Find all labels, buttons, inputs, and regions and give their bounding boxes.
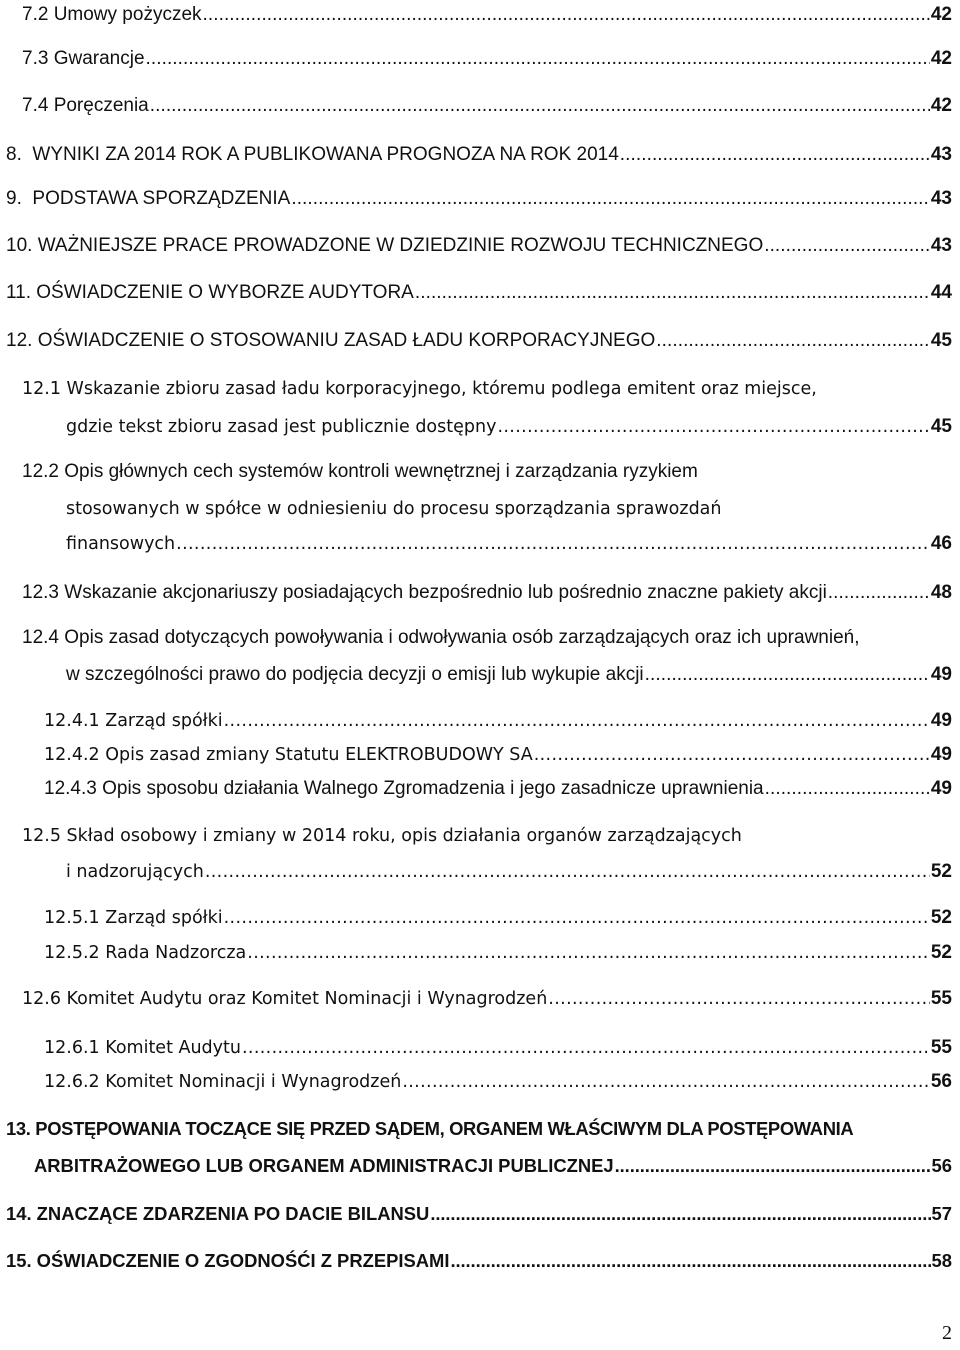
toc-entry-page: 58 [931, 1250, 952, 1271]
toc-entry-page: 56 [930, 1071, 952, 1092]
toc-leader-dots [615, 1155, 931, 1177]
toc-entry[interactable] [44, 744, 952, 766]
toc-entry-page: 55 [930, 988, 952, 1009]
toc-entry[interactable] [6, 1250, 952, 1272]
toc-entry-page: 42 [930, 48, 952, 69]
toc-entry[interactable] [22, 48, 952, 70]
toc-leader-dots [497, 416, 929, 438]
toc-leader-dots [146, 48, 930, 70]
toc-entry-page: 57 [931, 1203, 952, 1224]
toc-entry-page: 44 [930, 282, 952, 303]
toc-entry-page: 49 [930, 664, 952, 685]
toc-leader-dots [150, 95, 930, 117]
toc-entry-title: 10. WAŻNIEJSZE PRACE PROWADZONE W DZIEDZINIE ROZWOJU TECHNICZNEGO [6, 235, 764, 256]
toc-entry[interactable] [6, 235, 952, 257]
toc-leader-dots [656, 330, 930, 352]
toc-entry[interactable] [44, 710, 952, 732]
toc-entry-page: 43 [930, 188, 952, 209]
toc-entry-title: 12.6.2 Komitet Nominacji i Wynagrodzeń [44, 1072, 402, 1092]
toc-leader-dots [620, 144, 930, 166]
toc-entry-title: 12.4.1 Zarząd spółki [44, 711, 223, 731]
toc-entry-title: finansowych [66, 534, 176, 554]
toc-entry-title: w szczególności prawo do podjęcia decyzji o emisji lub wykupie akcji [66, 664, 644, 685]
toc-entry-title: 12.6.1 Komitet Audytu [44, 1038, 241, 1058]
toc-leader-dots [415, 282, 930, 304]
toc-entry-title: 12.6 Komitet Audytu oraz Komitet Nominacji i Wynagrodzeń [22, 989, 548, 1009]
toc-leader-dots [291, 188, 930, 210]
toc-leader-dots [242, 1037, 930, 1059]
toc-entry-title: gdzie tekst zbioru zasad jest publicznie dostępny [66, 417, 497, 437]
toc-entry-page: 52 [930, 942, 952, 963]
toc-leader-dots [247, 942, 930, 964]
toc-entry-title: 12.4.3 Opis sposobu działania Walnego Zgromadzenia i jego zasadnicze uprawnienia [44, 778, 764, 799]
toc-entry-title: i nadzorujących [66, 862, 204, 882]
toc-entry[interactable] [44, 942, 952, 964]
toc-leader-dots [203, 4, 930, 26]
toc-leader-dots [828, 582, 930, 604]
toc-leader-dots [402, 1071, 930, 1093]
toc-entry[interactable] [34, 1155, 952, 1177]
toc-entry-title: 7.2 Umowy pożyczek [22, 4, 202, 25]
toc-entry-title: 11. OŚWIADCZENIE O WYBORZE AUDYTORA [6, 282, 414, 303]
toc-entry[interactable] [22, 988, 952, 1010]
toc-entry-line: 12.1 Wskazanie zbioru zasad ładu korporacyjnego, któremu podlega emitent oraz miejsce, [22, 379, 817, 399]
toc-entry-line: stosowanych w spółce w odniesieniu do procesu sporządzania sprawozdań [66, 499, 722, 519]
toc-leader-dots [548, 988, 930, 1010]
toc-leader-dots [534, 744, 930, 766]
toc-entry[interactable] [6, 1203, 952, 1225]
toc-entry[interactable] [6, 282, 952, 304]
toc-entry-page: 52 [930, 907, 952, 928]
toc-entry[interactable] [44, 1071, 952, 1093]
toc-entry-page: 46 [930, 533, 952, 554]
toc-entry[interactable] [22, 582, 952, 604]
toc-entry-title: 12.5.2 Rada Nadzorcza [44, 943, 247, 963]
toc-entry-page: 49 [930, 778, 952, 799]
toc-entry-page: 42 [930, 95, 952, 116]
toc-entry[interactable] [44, 1037, 952, 1059]
toc-entry-line: 12.5 Skład osobowy i zmiany w 2014 roku, opis działania organów zarządzających [22, 826, 742, 846]
toc-entry[interactable] [6, 188, 952, 210]
toc-entry-title: 12. OŚWIADCZENIE O STOSOWANIU ZASAD ŁADU KORPORACYJNEGO [6, 330, 656, 351]
toc-entry-title: 12.3 Wskazanie akcjonariuszy posiadających bezpośrednio lub pośrednio znaczne pakiety akcji [22, 582, 827, 603]
toc-entry[interactable] [6, 330, 952, 352]
toc-entry[interactable] [22, 95, 952, 117]
toc-entry[interactable] [66, 533, 952, 555]
toc-entry-page: 43 [930, 144, 952, 165]
toc-entry-page: 55 [930, 1037, 952, 1058]
toc-entry-page: 42 [930, 4, 952, 25]
toc-entry[interactable] [44, 778, 952, 800]
toc-entry-title: 12.4.2 Opis zasad zmiany Statutu ELEKTROBUDOWY SA [44, 745, 533, 765]
toc-entry[interactable] [66, 416, 952, 438]
toc-leader-dots [450, 1250, 930, 1272]
toc-leader-dots [764, 235, 930, 257]
toc-entry-title: 9. PODSTAWA SPORZĄDZENIA [6, 188, 291, 209]
toc-entry-page: 52 [930, 861, 952, 882]
toc-leader-dots [430, 1203, 930, 1225]
toc-entry-title: 14. ZNACZĄCE ZDARZENIA PO DACIE BILANSU [6, 1203, 430, 1224]
toc-entry-page: 49 [930, 744, 952, 765]
toc-entry-line: 13. POSTĘPOWANIA TOCZĄCE SIĘ PRZED SĄDEM, ORGANEM WŁAŚCIWYM DLA POSTĘPOWANIA [6, 1118, 854, 1139]
toc-entry[interactable] [6, 144, 952, 166]
toc-entry-page: 45 [930, 330, 952, 351]
toc-entry[interactable] [66, 664, 952, 686]
toc-entry-page: 48 [930, 582, 952, 603]
page-number: 2 [942, 1322, 952, 1344]
toc-entry-line: 12.4 Opis zasad dotyczących powoływania i odwoływania osób zarządzających oraz ich uprawnień, [22, 627, 860, 648]
toc-entry[interactable] [44, 907, 952, 929]
toc-leader-dots [224, 710, 930, 732]
toc-leader-dots [645, 664, 930, 686]
toc-entry-title: ARBITRAŻOWEGO LUB ORGANEM ADMINISTRACJI PUBLICZNEJ [34, 1155, 614, 1176]
toc-entry-page: 56 [931, 1155, 952, 1176]
toc-leader-dots [765, 778, 930, 800]
toc-entry-line: 12.2 Opis głównych cech systemów kontroli wewnętrznej i zarządzania ryzykiem [22, 461, 698, 482]
toc-entry-title: 7.3 Gwarancje [22, 48, 145, 69]
toc-leader-dots [224, 907, 930, 929]
toc-leader-dots [205, 861, 930, 883]
toc-entry-page: 45 [930, 416, 952, 437]
toc-entry-title: 12.5.1 Zarząd spółki [44, 908, 223, 928]
toc-entry-title: 7.4 Poręczenia [22, 95, 149, 116]
toc-entry[interactable] [66, 861, 952, 883]
toc-entry-page: 43 [930, 235, 952, 256]
toc-entry-title: 15. OŚWIADCZENIE O ZGODNOŚĆI Z PRZEPISAMI [6, 1250, 450, 1271]
toc-entry-page: 49 [930, 710, 952, 731]
toc-entry[interactable] [22, 4, 952, 26]
toc-entry-title: 8. WYNIKI ZA 2014 ROK A PUBLIKOWANA PROGNOZA NA ROK 2014 [6, 144, 619, 165]
toc-leader-dots [176, 533, 930, 555]
